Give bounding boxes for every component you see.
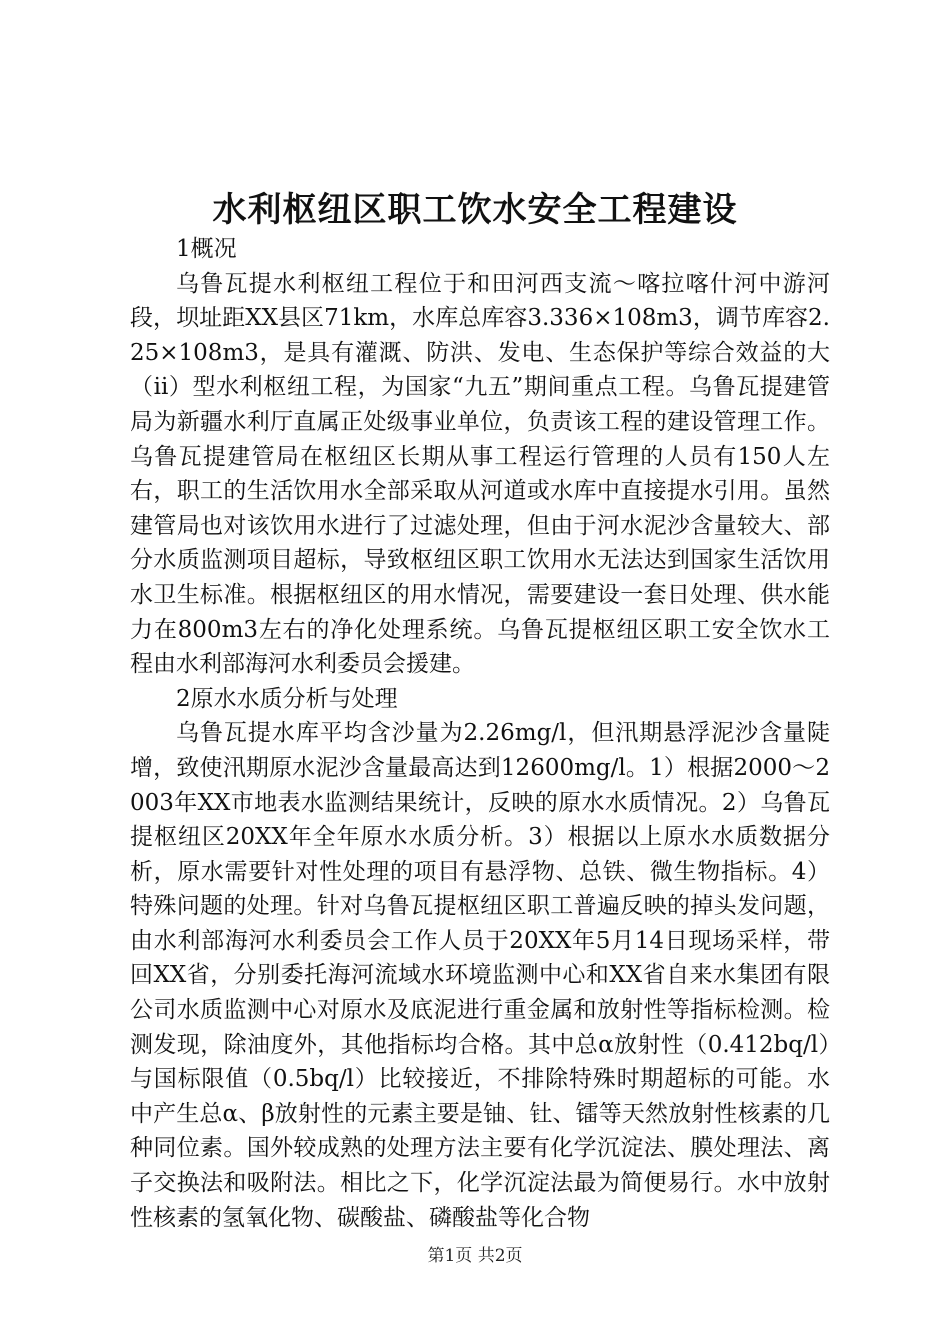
section-heading-water-quality: 2原水水质分析与处理 bbox=[176, 685, 398, 712]
page-number-footer: 第1页 共2页 bbox=[427, 1246, 523, 1266]
section-paragraph-water-quality: 乌鲁瓦提水库平均含沙量为2.26mg/l，但汛期悬浮泥沙含量陡增，致使汛期原水泥沙含量最高达到12600mg/l。1）根据2000～2003年XX市地表水监测结果统计，反映的原水水质情况。2）乌鲁瓦提枢纽区20XX年全年原水水质分析。3）根据以上原水水质数据分析，原水需要针对性处理的项目有悬浮物、总铁、微生物指标。4）特殊问题的处理。针对乌鲁瓦提枢纽区职工普遍反映的掉头发问题，由水利部海河水利委员会工作人员于20XX年5月14日现场采样，带回XX省，分别委托海河流域水环境监测中心和XX省自来水集团有限公司水质监测中心对原水及底泥进行重金属和放射性等指标检测。检测发现，除油度外，其他指标均合格。其中总α放射性（0.412bq/l）与国标限值（0.5bq/l）比较接近，不排除特殊时期超标的可能。水中产生总α、β放射性的元素主要是铀、钍、镭等天然放射性核素的几种同位素。国外较成熟的处理方法主要有化学沉淀法、膜处理法、离子交换法和吸附法。相比之下，化学沉淀法最为简便易行。水中放射性核素的氢氧化物、碳酸盐、磷酸盐等化合物 bbox=[130, 720, 830, 1231]
section-heading-overview: 1概况 bbox=[176, 236, 237, 262]
document-body bbox=[130, 232, 830, 1235]
document-title: 水利枢纽区职工饮水安全工程建设 bbox=[212, 190, 738, 230]
section-paragraph-overview: 乌鲁瓦提水利枢纽工程位于和田河西支流～喀拉喀什河中游河段，坝址距XX县区71km，水库总库容3.336×108m3，调节库容2.25×108m3，是具有灌溉、防洪、发电、生态保护等综合效益的大（ii）型水利枢纽工程，为国家“九五”期间重点工程。乌鲁瓦提建管局为新疆水利厅直属正处级事业单位，负责该工程的建设管理工作。乌鲁瓦提建管局在枢纽区长期从事工程运行管理的人员有150人左右，职工的生活饮用水全部采取从河道或水库中直接提水引用。虽然建管局也对该饮用水进行了过滤处理，但由于河水泥沙含量较大、部分水质监测项目超标，导致枢纽区职工饮用水无法达到国家生活饮用水卫生标准。根据枢纽区的用水情况，需要建设一套日处理、供水能力在800m3左右的净化处理系统。乌鲁瓦提枢纽区职工安全饮水工程由水利部海河水利委员会援建。 bbox=[130, 270, 830, 678]
